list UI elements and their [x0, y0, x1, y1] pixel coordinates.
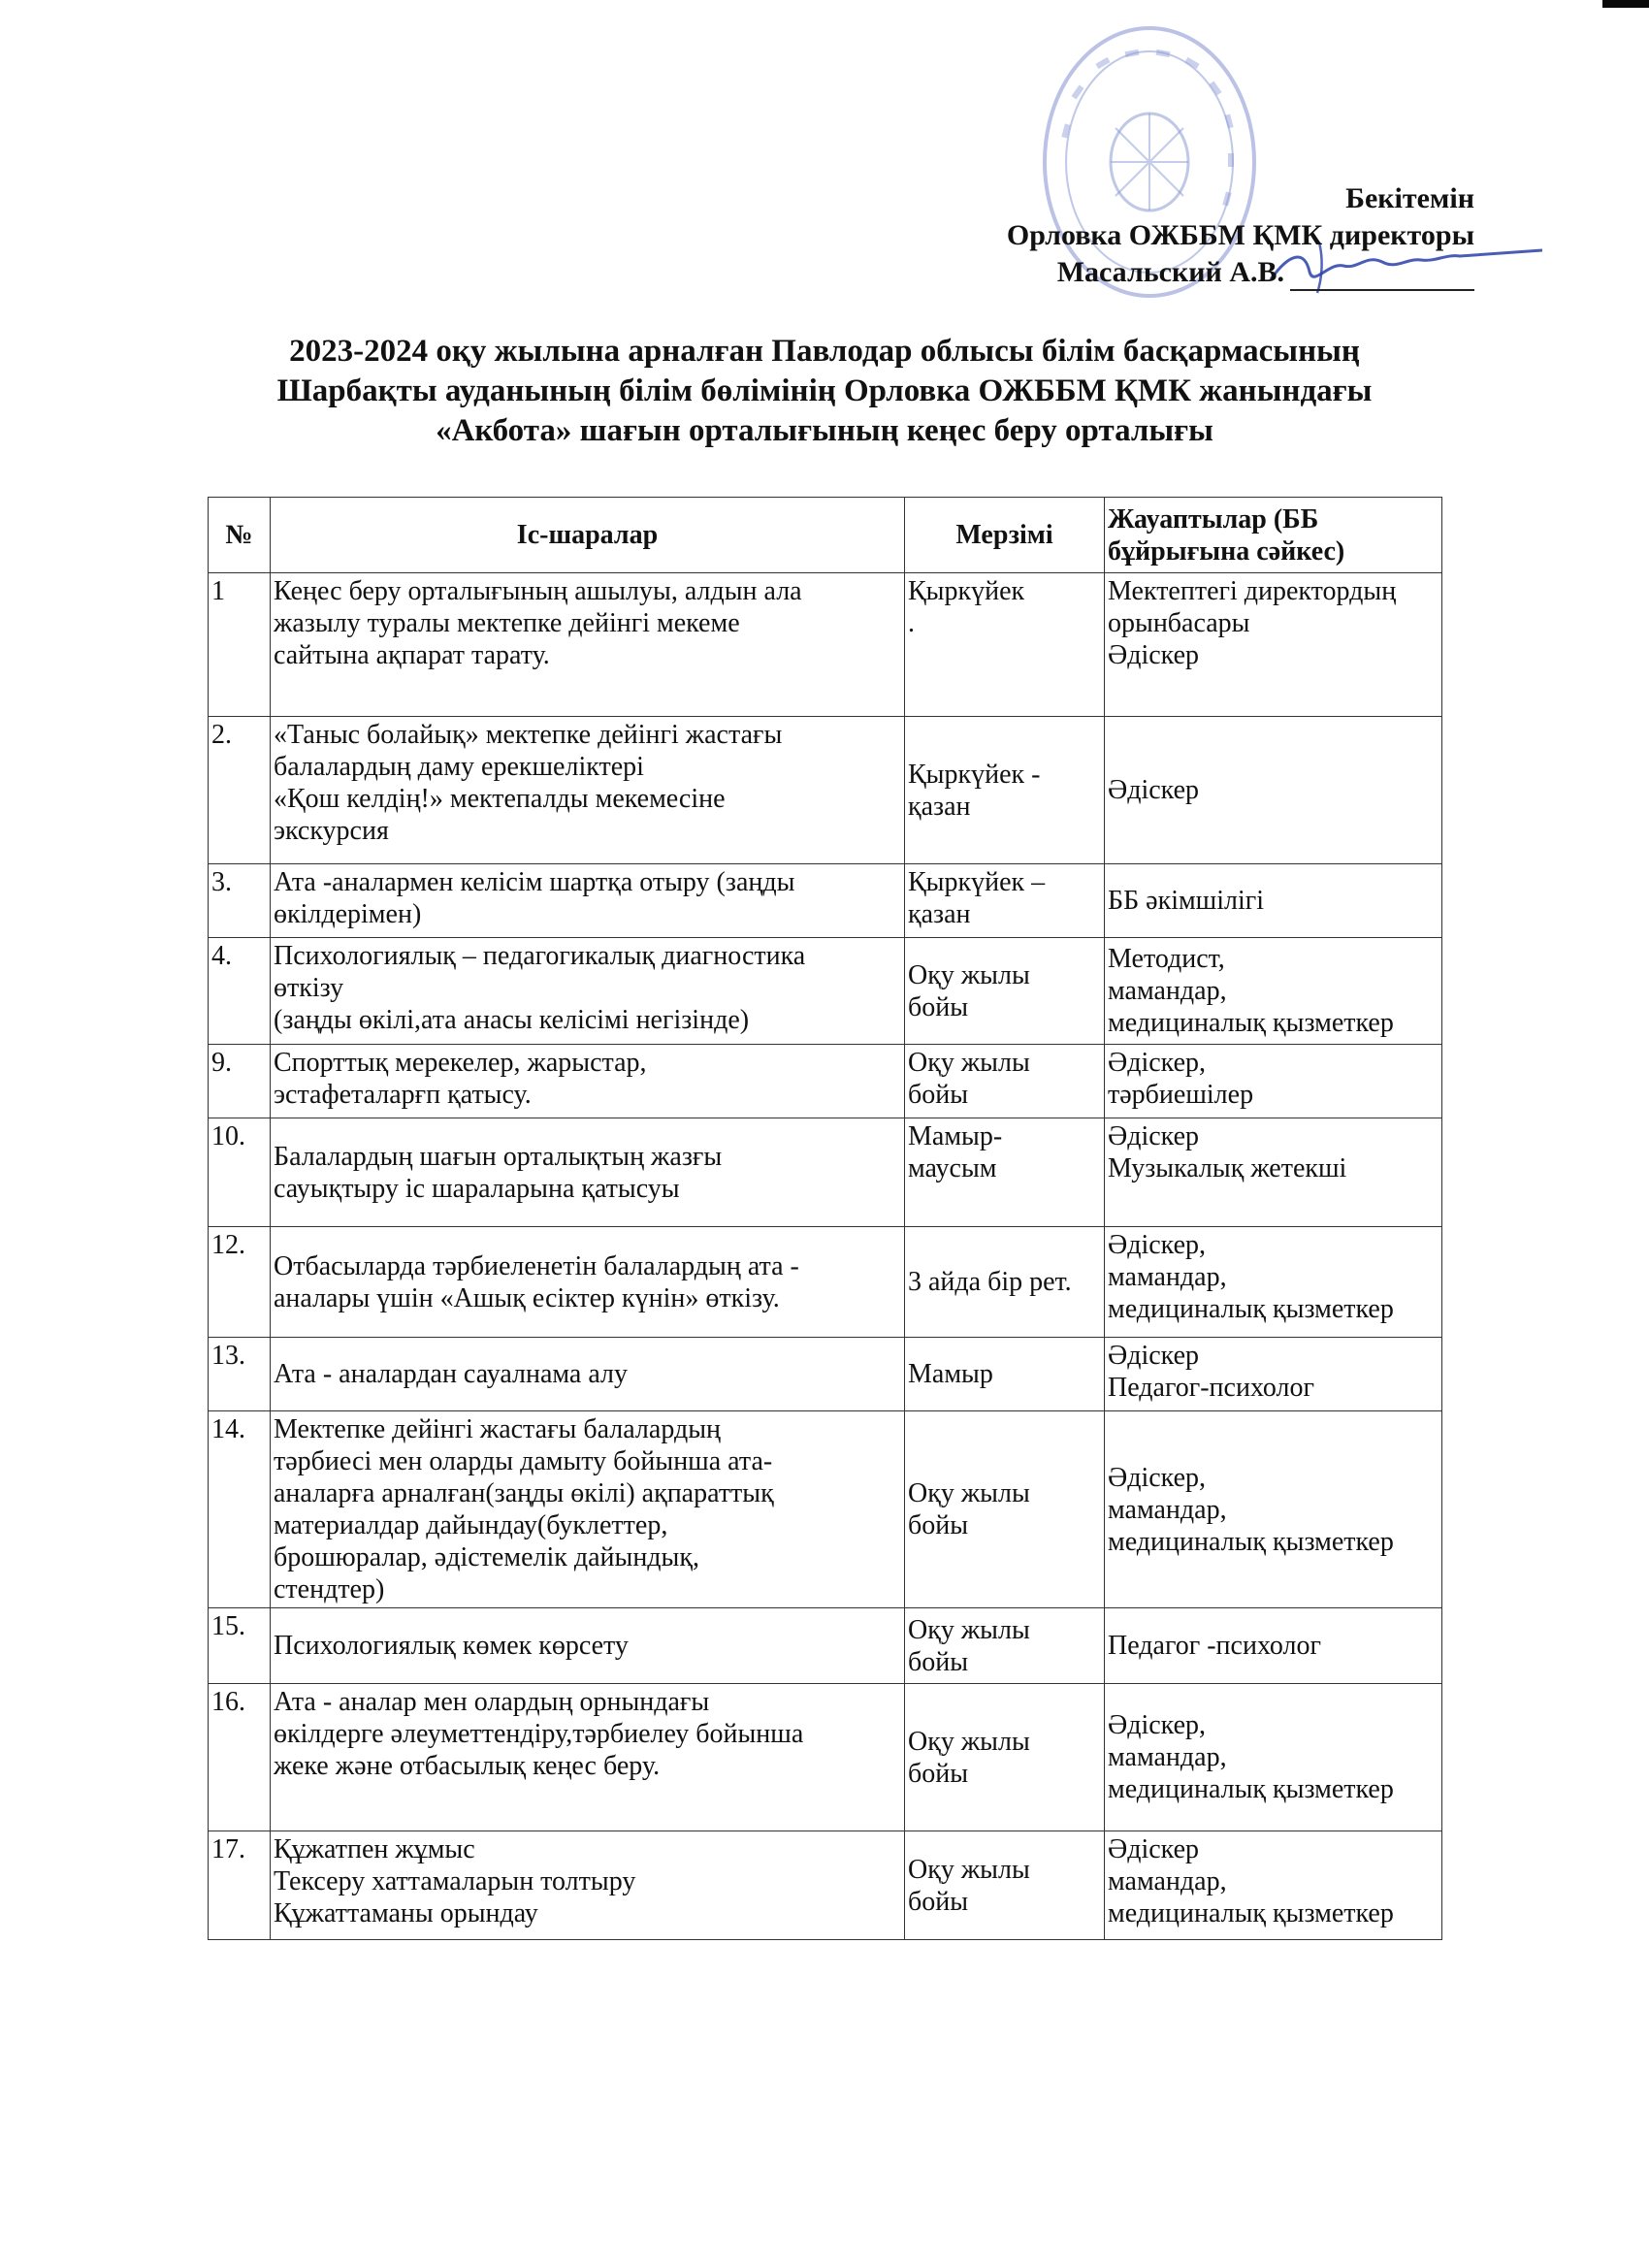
- row-number: 1: [209, 573, 271, 717]
- table-header-row: [209, 498, 1442, 573]
- responsible-cell-line: мамандар,: [1108, 1494, 1227, 1525]
- responsible-cell: [1105, 1608, 1442, 1684]
- date-cell-line: бойы: [908, 1886, 969, 1917]
- table-row: [209, 1227, 1442, 1338]
- row-number: 14.: [209, 1411, 271, 1608]
- responsible-cell-line: медициналық қызметкер: [1108, 1774, 1394, 1804]
- approval-block: [1007, 180, 1474, 291]
- activity-cell: [271, 1608, 905, 1684]
- table-row: [209, 573, 1442, 717]
- row-number: 10.: [209, 1118, 271, 1227]
- activity-cell-line: өкілдерімен): [274, 899, 422, 929]
- header-number: №: [209, 498, 271, 573]
- row-number: 3.: [209, 864, 271, 938]
- row-number: 17.: [209, 1831, 271, 1940]
- title-line-3: «Акбота» шағын орталығының кеңес беру орталығы: [436, 413, 1213, 448]
- date-cell-line: қазан: [908, 899, 971, 929]
- date-cell-line: бойы: [908, 1758, 969, 1789]
- table-row: [209, 1684, 1442, 1831]
- header-responsible-line-1: Жауаптылар (ББ: [1108, 503, 1319, 535]
- activity-cell: [271, 1045, 905, 1118]
- date-cell: [905, 938, 1105, 1045]
- date-cell-line: Мамыр: [908, 1359, 993, 1389]
- approval-director-title: Орловка ОЖББМ ҚМК директоры: [1006, 219, 1474, 251]
- signature-line: [1290, 262, 1474, 291]
- date-cell-line: қазан: [908, 791, 971, 822]
- activity-cell-line: Отбасыларда тәрбиеленетін балалардың ата -: [274, 1250, 799, 1281]
- date-cell-line: Оқу жылы: [908, 1478, 1030, 1508]
- activity-cell-line: жазылу туралы мектепке дейінгі мекеме: [274, 608, 740, 638]
- activity-cell-line: «Таныс болайық» мектепке дейінгі жастағы: [274, 720, 783, 750]
- activity-cell-line: балалардың даму ерекшеліктері: [274, 752, 644, 782]
- date-cell: [905, 864, 1105, 938]
- responsible-cell-line: мамандар,: [1108, 1742, 1227, 1772]
- activity-cell-line: Ата -аналармен келісім шартқа отыру (заңды: [274, 867, 795, 897]
- activity-cell-line: тәрбиесі мен оларды дамыту бойынша ата-: [274, 1446, 773, 1476]
- activity-cell: [271, 1338, 905, 1411]
- date-cell: [905, 1118, 1105, 1227]
- activity-cell: [271, 938, 905, 1045]
- responsible-cell: [1105, 1338, 1442, 1411]
- activity-cell-line: Тексеру хаттамаларын толтыру: [274, 1866, 636, 1896]
- date-cell-line: Оқу жылы: [908, 1726, 1030, 1757]
- table-row: [209, 864, 1442, 938]
- activity-cell-line: өткізу: [274, 973, 344, 1003]
- row-number: 12.: [209, 1227, 271, 1338]
- date-cell: [905, 717, 1105, 864]
- row-number: 13.: [209, 1338, 271, 1411]
- date-cell: [905, 573, 1105, 717]
- responsible-cell: [1105, 1118, 1442, 1227]
- activity-cell: [271, 1831, 905, 1940]
- responsible-cell: [1105, 1411, 1442, 1608]
- date-cell-line: Оқу жылы: [908, 959, 1030, 990]
- responsible-cell-line: тәрбиешілер: [1108, 1080, 1254, 1110]
- table-row: [209, 717, 1442, 864]
- activity-cell-line: Психологиялық көмек көрсету: [274, 1631, 629, 1661]
- responsible-cell: [1105, 864, 1442, 938]
- responsible-cell-line: орынбасары: [1108, 608, 1250, 638]
- responsible-cell-line: Әдіскер,: [1108, 1048, 1207, 1078]
- responsible-cell-line: Әдіскер,: [1108, 1710, 1207, 1740]
- table-row: [209, 1045, 1442, 1118]
- activity-cell-line: Ата - аналардан сауалнама алу: [274, 1359, 628, 1389]
- activity-cell-line: жеке және отбасылық кеңес беру.: [274, 1751, 661, 1781]
- date-cell-line: бойы: [908, 1510, 969, 1540]
- responsible-cell-line: мамандар,: [1108, 1262, 1227, 1292]
- responsible-cell-line: Музыкалық жетекші: [1108, 1153, 1347, 1183]
- date-cell-line: 3 айда бір рет.: [908, 1267, 1072, 1297]
- activity-cell-line: (заңды өкілі,ата анасы келісімі негізінде): [274, 1005, 750, 1035]
- responsible-cell: [1105, 1684, 1442, 1831]
- table-row: [209, 1608, 1442, 1684]
- activity-cell-line: өкілдерге әлеуметтендіру,тәрбиелеу бойынша: [274, 1719, 804, 1749]
- date-cell-line: Қыркүйек –: [908, 867, 1046, 897]
- responsible-cell-line: медициналық қызметкер: [1108, 1898, 1394, 1928]
- scan-corner-mark: [1602, 0, 1649, 8]
- responsible-cell-line: Әдіскер: [1108, 1834, 1200, 1864]
- date-cell: [905, 1608, 1105, 1684]
- approval-director-name: Масальский А.В.: [1056, 256, 1284, 288]
- responsible-cell-line: Әдіскер: [1108, 640, 1200, 670]
- responsible-cell-line: Әдіскер: [1108, 1121, 1200, 1151]
- responsible-cell: [1105, 938, 1442, 1045]
- date-cell: [905, 1411, 1105, 1608]
- header-responsible-line-2: бұйрығына сәйкес): [1108, 535, 1345, 567]
- responsible-cell: [1105, 717, 1442, 864]
- responsible-cell: [1105, 1227, 1442, 1338]
- header-activity: Іс-шаралар: [271, 498, 905, 573]
- date-cell-line: Оқу жылы: [908, 1614, 1030, 1645]
- activity-cell-line: брошюралар, әдістемелік дайындық,: [274, 1542, 699, 1572]
- activity-cell: [271, 1118, 905, 1227]
- activity-cell: [271, 1684, 905, 1831]
- responsible-cell-line: ББ әкімшілігі: [1108, 886, 1265, 916]
- responsible-cell-line: Мектептегі директордың: [1108, 576, 1397, 606]
- date-cell: [905, 1831, 1105, 1940]
- table-row: [209, 1831, 1442, 1940]
- activity-cell-line: Кеңес беру орталығының ашылуы, алдын ала: [274, 576, 802, 606]
- responsible-cell-line: Әдіскер,: [1108, 1230, 1207, 1260]
- date-cell: [905, 1227, 1105, 1338]
- table-row: [209, 1338, 1442, 1411]
- row-number: 9.: [209, 1045, 271, 1118]
- responsible-cell: [1105, 1045, 1442, 1118]
- responsible-cell-line: Әдіскер: [1108, 1341, 1200, 1371]
- responsible-cell-line: мамандар,: [1108, 976, 1227, 1006]
- date-cell-line: маусым: [908, 1153, 997, 1183]
- activity-cell-line: Құжатпен жұмыс: [274, 1834, 475, 1864]
- activity-cell-line: «Қош келдің!» мектепалды мекемесіне: [274, 784, 726, 814]
- row-number: 16.: [209, 1684, 271, 1831]
- approval-heading: Бекітемін: [1345, 182, 1474, 214]
- date-cell: [905, 1045, 1105, 1118]
- responsible-cell-line: Әдіскер: [1108, 775, 1200, 805]
- responsible-cell-line: Педагог-психолог: [1108, 1373, 1314, 1403]
- date-cell-line: Мамыр-: [908, 1121, 1003, 1151]
- header-responsible: [1105, 498, 1442, 573]
- responsible-cell-line: Әдіскер,: [1108, 1462, 1207, 1493]
- table-row: [209, 1411, 1442, 1608]
- activity-cell-line: материалдар дайындау(буклеттер,: [274, 1510, 668, 1540]
- date-cell: [905, 1684, 1105, 1831]
- activity-cell-line: экскурсия: [274, 816, 389, 846]
- date-cell-line: Оқу жылы: [908, 1048, 1030, 1078]
- responsible-cell-line: медициналық қызметкер: [1108, 1008, 1394, 1038]
- activity-cell: [271, 864, 905, 938]
- activity-cell-line: Құжаттаманы орындау: [274, 1898, 538, 1928]
- activity-cell-line: сайтына ақпарат тарату.: [274, 640, 550, 670]
- document-title: [165, 332, 1484, 451]
- responsible-cell-line: медициналық қызметкер: [1108, 1294, 1394, 1324]
- activity-cell-line: аналары үшін «Ашық есіктер күнін» өткізу.: [274, 1282, 780, 1313]
- table-row: [209, 938, 1442, 1045]
- activity-cell-line: сауықтыру іс шараларына қатысуы: [274, 1173, 680, 1204]
- row-number: 4.: [209, 938, 271, 1045]
- responsible-cell: [1105, 573, 1442, 717]
- date-cell-line: бойы: [908, 1080, 969, 1110]
- date-cell-line: Қыркүйек -: [908, 759, 1041, 790]
- responsible-cell-line: мамандар,: [1108, 1866, 1227, 1896]
- responsible-cell-line: медициналық қызметкер: [1108, 1526, 1394, 1557]
- date-cell-line: бойы: [908, 991, 969, 1022]
- table-row: [209, 1118, 1442, 1227]
- activities-table: [208, 497, 1442, 1940]
- activity-cell: [271, 1227, 905, 1338]
- activity-cell-line: аналарға арналған(заңды өкілі) ақпараттық: [274, 1478, 774, 1508]
- date-cell: [905, 1338, 1105, 1411]
- activity-cell-line: Балалардың шағын орталықтың жазғы: [274, 1141, 723, 1172]
- date-cell-line: Оқу жылы: [908, 1854, 1030, 1885]
- activity-cell-line: Мектепке дейінгі жастағы балалардың: [274, 1414, 722, 1444]
- approval-director-name-line: [1007, 254, 1474, 291]
- activity-cell-line: стендтер): [274, 1574, 385, 1604]
- title-line-1: 2023-2024 оқу жылына арналған Павлодар облысы білім басқармасының: [289, 334, 1360, 369]
- activity-cell: [271, 573, 905, 717]
- date-cell-line: .: [908, 608, 915, 638]
- activity-cell-line: эстафеталарғп қатысу.: [274, 1080, 532, 1110]
- row-number: 15.: [209, 1608, 271, 1684]
- header-date: Мерзімі: [905, 498, 1105, 573]
- row-number: 2.: [209, 717, 271, 864]
- date-cell-line: Қыркүйек: [908, 576, 1025, 606]
- responsible-cell-line: Педагог -психолог: [1108, 1631, 1321, 1661]
- responsible-cell: [1105, 1831, 1442, 1940]
- activity-cell-line: Ата - аналар мен олардың орнындағы: [274, 1687, 710, 1717]
- activity-cell: [271, 1411, 905, 1608]
- responsible-cell-line: Методист,: [1108, 944, 1225, 974]
- activity-cell: [271, 717, 905, 864]
- title-line-2: Шарбақты ауданының білім бөлімінің Орловка ОЖББМ ҚМК жанындағы: [276, 373, 1373, 408]
- activity-cell-line: Психологиялық – педагогикалық диагностика: [274, 941, 806, 971]
- activity-cell-line: Спорттық мерекелер, жарыстар,: [274, 1048, 647, 1078]
- date-cell-line: бойы: [908, 1646, 969, 1677]
